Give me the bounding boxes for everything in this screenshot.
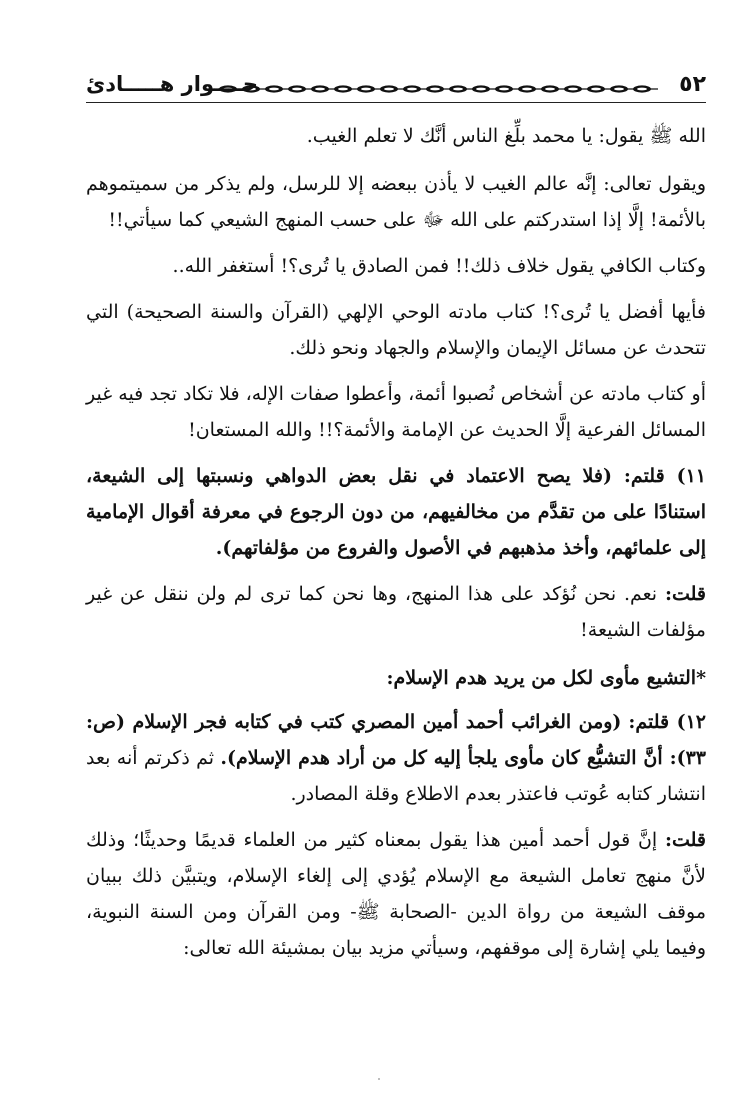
paragraph: [86, 376, 706, 448]
reply-lead: قلت:: [664, 583, 706, 605]
reply-text: نعم. نحن نُؤكد على هذا المنهج، وها نحن كما ترى لم ولن ننقل عن غير مؤلفات الشيعة!: [86, 583, 706, 641]
reply-paragraph: [86, 576, 706, 648]
page-number: ٥٢: [679, 72, 706, 97]
paragraph-text: وكتاب الكافي يقول خلاف ذلك!! فمن الصادق يا تُرى؟! أستغفر الله..: [172, 255, 706, 277]
paragraph-text: أو كتاب مادته عن أشخاص نُصبوا أئمة، وأعطوا صفات الإله، فلا تكاد تجد فيه غير المسائل الفرعية إلَّا الحديث عن الإمامة والأئمة؟!! والله المستعان!: [86, 383, 706, 441]
claim-lead: ١١) قلتم:: [623, 465, 706, 487]
page-header: [86, 70, 706, 104]
claim-quote: (ومن الغرائب أحمد أمين المصري كتب في كتابه فجر الإسلام (ص: ٣٣): أنَّ التشيُّع كان مأوى يلجأ إليه كل من أراد هدم الإسلام).: [86, 711, 706, 769]
paragraph: [86, 248, 706, 284]
paragraph: [86, 166, 706, 238]
quoted-claim-11: [86, 458, 706, 566]
page-body: [86, 118, 706, 976]
paragraph-text: ويقول تعالى: إنَّه عالم الغيب لا يأذن ببعضه إلا للرسل، ولم يذكر من سميتموهم بالأئمة! إلَّا إذا استدركتم على الله ﷻ على حسب المنهج الشيعي كما سيأتي!!: [86, 173, 706, 231]
reply-text: إنَّ قول أحمد أمين هذا يقول بمعناه كثير من العلماء قديمًا وحديثًا؛ وذلك لأنَّ منهج تعامل الشيعة مع الإسلام يُؤدي إلى إلغاء الإسلام، ويتبيَّن ذلك ببيان موقف الشيعة من رواة الدين -الصحابة ﷺ- ومن القرآن ومن السنة النبوية، وفيما يلي إشارة إلى موقفهم، وسيأتي مزيد بيان بمشيئة الله تعالى:: [86, 829, 706, 959]
section-heading: *التشيع مأوى لكل من يريد هدم الإسلام:: [386, 667, 706, 689]
quoted-claim-12: [86, 704, 706, 812]
ornament-chain-icon: [218, 84, 658, 94]
paragraph: [86, 118, 706, 154]
reply-paragraph: [86, 822, 706, 966]
claim-text: (فلا يصح الاعتماد في نقل بعض الدواهي ونسبتها إلى الشيعة، استنادًا على من تقدَّم من مخالفيهم، من دون الرجوع في معرفة أقوال الإمامية إلى علمائهم، وأخذ مذهبهم في الأصول والفروع من مؤلفاتهم).: [86, 465, 706, 559]
claim-text: ثم ذكرتم أنه بعد انتشار كتابه عُوتب فاعتذر بعدم الاطلاع وقلة المصادر.: [86, 747, 706, 805]
paragraph: [86, 294, 706, 366]
reply-lead: قلت:: [664, 829, 706, 851]
running-title: حــــوار هـــــادئ: [86, 72, 258, 96]
header-rule: [86, 102, 706, 103]
claim-lead: ١٢) قلتم:: [628, 711, 707, 733]
paragraph-text: الله ﷺ يقول: يا محمد بلِّغ الناس أنَّك لا تعلم الغيب.: [306, 125, 706, 147]
scan-speck: [378, 1078, 380, 1080]
paragraph-text: فأيها أفضل يا تُرى؟! كتاب مادته الوحي الإلهي (القرآن والسنة الصحيحة) التي تتحدث عن مسائل الإيمان والإسلام والجهاد ونحو ذلك.: [86, 301, 706, 359]
